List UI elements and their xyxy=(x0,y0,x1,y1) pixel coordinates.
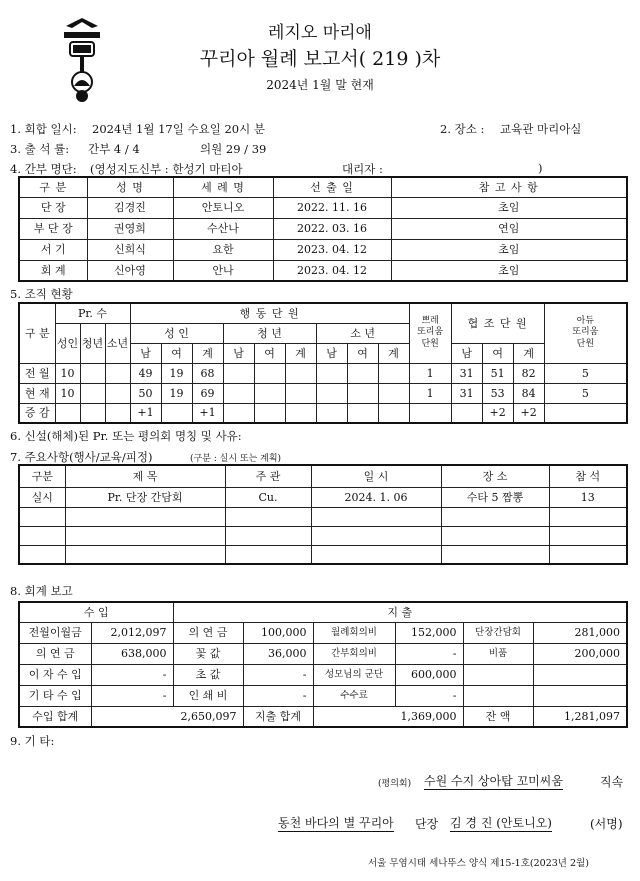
th: 계 xyxy=(192,343,223,363)
place-label: 2. 장소 : xyxy=(440,122,485,136)
cell: Cu. xyxy=(225,487,311,507)
cell: +1 xyxy=(130,403,161,423)
row-label: 전 월 xyxy=(19,363,55,383)
cell: 신아영 xyxy=(87,260,173,281)
item-cell: 기 타 수 입 xyxy=(19,685,91,706)
th: 구분 xyxy=(19,465,65,487)
balance-value: 1,281,097 xyxy=(533,706,627,727)
cell: 31 xyxy=(451,383,482,403)
amount-cell xyxy=(533,685,627,706)
cell: 68 xyxy=(192,363,223,383)
amount-cell: 36,000 xyxy=(243,643,313,664)
item-cell: 월례회의비 xyxy=(313,622,395,643)
th: 성 인 xyxy=(130,323,223,343)
cell: Pr. 단장 간담회 xyxy=(65,487,225,507)
cell xyxy=(347,383,378,403)
cell: 서 기 xyxy=(19,239,87,260)
th: 남 xyxy=(316,343,347,363)
table-row xyxy=(19,685,627,706)
cell xyxy=(80,403,105,423)
cell: 53 xyxy=(482,383,513,403)
th: 남 xyxy=(130,343,161,363)
council-name: 수원 수지 상아탑 꼬미씨움 xyxy=(424,774,563,788)
item-cell: 초 값 xyxy=(173,664,243,685)
cell: 연임 xyxy=(391,218,627,239)
cell: 초임 xyxy=(391,260,627,281)
cell xyxy=(80,383,105,403)
events-table xyxy=(18,464,628,565)
cell xyxy=(105,383,130,403)
org-name: 레지오 마리애 xyxy=(268,23,372,43)
cell xyxy=(316,403,347,423)
th: 일 시 xyxy=(311,465,441,487)
th: 주 관 xyxy=(225,465,311,487)
th: 장 소 xyxy=(441,465,549,487)
table-row xyxy=(19,383,627,403)
th: 세 례 명 xyxy=(173,177,273,197)
cell: 2022. 11. 16 xyxy=(273,197,391,218)
th: 행 동 단 원 xyxy=(130,303,409,323)
amount-cell: 281,000 xyxy=(533,622,627,643)
misc-label: 9. 기 타: xyxy=(10,734,55,748)
amount-cell: - xyxy=(243,685,313,706)
th: Pr. 수 xyxy=(55,303,130,323)
cell: 2024. 1. 06 xyxy=(311,487,441,507)
report-date: 2024년 1월 말 현재 xyxy=(266,78,374,92)
th: 계 xyxy=(285,343,316,363)
table-row xyxy=(19,363,627,383)
item-cell xyxy=(463,664,533,685)
th: 참 고 사 항 xyxy=(391,177,627,197)
th: 아듀 또리움 단원 xyxy=(544,303,627,363)
amount-cell: - xyxy=(91,664,173,685)
cell: 1 xyxy=(409,363,451,383)
cell: +2 xyxy=(513,403,544,423)
cell: 2023. 04. 12 xyxy=(273,239,391,260)
th: 구 분 xyxy=(19,177,87,197)
cell: 13 xyxy=(549,487,627,507)
th: 여 xyxy=(254,343,285,363)
form-number: 서울 무염시태 세나뚜스 양식 제15-1호(2023년 2월) xyxy=(368,858,589,869)
cell xyxy=(223,403,254,423)
th: 구 분 xyxy=(19,303,55,363)
cell: 51 xyxy=(482,363,513,383)
officers-table xyxy=(18,176,628,282)
cell xyxy=(347,403,378,423)
item-cell: 수수료 xyxy=(313,685,395,706)
cell: 31 xyxy=(451,363,482,383)
leader-name: 김 경 진 (안토니오) xyxy=(450,816,552,830)
amount-cell: - xyxy=(395,643,463,664)
cell xyxy=(223,383,254,403)
org-status-label: 5. 조직 현황 xyxy=(10,287,73,301)
attendance-members: 의원 29 / 39 xyxy=(200,142,267,156)
th: 소년 xyxy=(105,323,130,363)
spiritual-director: (영성지도신부 : 한성기 마티아 xyxy=(90,162,243,176)
cell: 10 xyxy=(55,383,80,403)
amount-cell: 600,000 xyxy=(395,664,463,685)
amount-cell: 638,000 xyxy=(91,643,173,664)
cell xyxy=(55,403,80,423)
table-row xyxy=(19,643,627,664)
deputy-label: 대리자 : xyxy=(342,162,383,176)
council-suffix: 직속 xyxy=(600,775,624,789)
cell: 49 xyxy=(130,363,161,383)
cell xyxy=(161,403,192,423)
th: 청 년 xyxy=(223,323,316,343)
attendance-label: 3. 출 석 률: xyxy=(10,142,70,156)
th: 남 xyxy=(223,343,254,363)
cell: 19 xyxy=(161,383,192,403)
accounting-label: 8. 회계 보고 xyxy=(10,584,73,598)
amount-cell: - xyxy=(395,685,463,706)
cell: 단 장 xyxy=(19,197,87,218)
paren-close: ) xyxy=(538,161,543,175)
cell: 수타 5 짬뽕 xyxy=(441,487,549,507)
cell: 수산나 xyxy=(173,218,273,239)
cell xyxy=(285,363,316,383)
th: 남 xyxy=(451,343,482,363)
events-label: 7. 주요사항(행사/교육/피정) xyxy=(10,450,153,464)
expense-total-label: 지출 합계 xyxy=(243,706,313,727)
cell xyxy=(105,363,130,383)
cell xyxy=(409,403,451,423)
cell xyxy=(316,383,347,403)
cell: 10 xyxy=(55,363,80,383)
th: 여 xyxy=(161,343,192,363)
th: 협 조 단 원 xyxy=(451,303,544,343)
report-title: 꾸리아 월례 보고서( 219 )차 xyxy=(199,48,441,70)
cell: 김경진 xyxy=(87,197,173,218)
income-total-label: 수입 합계 xyxy=(19,706,91,727)
th: 참 석 xyxy=(549,465,627,487)
income-total: 2,650,097 xyxy=(91,706,243,727)
item-cell: 단장간담회 xyxy=(463,622,533,643)
item-cell: 이 자 수 입 xyxy=(19,664,91,685)
th: 계 xyxy=(513,343,544,363)
table-row xyxy=(19,664,627,685)
th: 쁘레 또리움 단원 xyxy=(409,303,451,363)
cell xyxy=(378,383,409,403)
role-label: 단장 xyxy=(415,817,439,831)
events-note: (구분 : 실시 또는 계획) xyxy=(190,454,282,464)
cell: 1 xyxy=(409,383,451,403)
th: 청년 xyxy=(80,323,105,363)
cell: 50 xyxy=(130,383,161,403)
place-value: 교육관 마리아실 xyxy=(500,122,582,136)
officers-label: 4. 간부 명단: xyxy=(10,162,77,176)
cell: 2023. 04. 12 xyxy=(273,260,391,281)
cell: 5 xyxy=(544,383,627,403)
council-prefix: (평의회) xyxy=(378,779,412,789)
cell xyxy=(223,363,254,383)
item-cell: 의 연 금 xyxy=(19,643,91,664)
th: 여 xyxy=(347,343,378,363)
amount-cell: 152,000 xyxy=(395,622,463,643)
cell: 안나 xyxy=(173,260,273,281)
signature-label: (서명) xyxy=(590,817,623,831)
cell xyxy=(254,363,285,383)
table-row xyxy=(19,403,627,423)
cell: 2022. 03. 16 xyxy=(273,218,391,239)
item-cell: 의 연 금 xyxy=(173,622,243,643)
cell xyxy=(285,383,316,403)
cell: 5 xyxy=(544,363,627,383)
amount-cell xyxy=(533,664,627,685)
expense-total: 1,369,000 xyxy=(313,706,463,727)
th: 여 xyxy=(482,343,513,363)
cell: 69 xyxy=(192,383,223,403)
cell: 신희식 xyxy=(87,239,173,260)
th: 제 목 xyxy=(65,465,225,487)
th: 소 년 xyxy=(316,323,409,343)
cell xyxy=(285,403,316,423)
item-cell: 비품 xyxy=(463,643,533,664)
cell: 19 xyxy=(161,363,192,383)
cell: 초임 xyxy=(391,239,627,260)
cell: 실시 xyxy=(19,487,65,507)
table-row xyxy=(19,622,627,643)
cell xyxy=(80,363,105,383)
cell xyxy=(544,403,627,423)
curia-name: 동천 바다의 별 꾸리아 xyxy=(278,816,394,830)
cell: 권영희 xyxy=(87,218,173,239)
cell xyxy=(254,383,285,403)
cell xyxy=(378,403,409,423)
cell: +1 xyxy=(192,403,223,423)
cell: 부 단 장 xyxy=(19,218,87,239)
item-cell: 꽃 값 xyxy=(173,643,243,664)
th: 계 xyxy=(378,343,409,363)
cell xyxy=(316,363,347,383)
cell: 82 xyxy=(513,363,544,383)
meeting-label: 1. 회합 일시: xyxy=(10,122,77,136)
cell xyxy=(378,363,409,383)
th: 성 명 xyxy=(87,177,173,197)
org-status-table xyxy=(18,302,628,424)
balance-label: 잔 액 xyxy=(463,706,533,727)
amount-cell: - xyxy=(91,685,173,706)
item-cell: 성모님의 군단 xyxy=(313,664,395,685)
amount-cell: - xyxy=(243,664,313,685)
item-cell: 간부회의비 xyxy=(313,643,395,664)
cell: +2 xyxy=(482,403,513,423)
cell xyxy=(105,403,130,423)
meeting-date: 2024년 1월 17일 수요일 20시 분 xyxy=(92,122,265,136)
th: 선 출 일 xyxy=(273,177,391,197)
cell: 회 계 xyxy=(19,260,87,281)
cell: 안토니오 xyxy=(173,197,273,218)
cell: 초임 xyxy=(391,197,627,218)
item-cell: 인 쇄 비 xyxy=(173,685,243,706)
expense-header: 지 출 xyxy=(173,602,627,622)
amount-cell: 100,000 xyxy=(243,622,313,643)
item-cell xyxy=(463,685,533,706)
cell xyxy=(347,363,378,383)
amount-cell: 2,012,097 xyxy=(91,622,173,643)
row-label: 증 감 xyxy=(19,403,55,423)
accounting-table xyxy=(18,601,628,728)
new-pr-label: 6. 신설(해체)된 Pr. 또는 평의회 명칭 및 사유: xyxy=(10,429,242,443)
cell xyxy=(254,403,285,423)
income-header: 수 입 xyxy=(19,602,173,622)
cell: 84 xyxy=(513,383,544,403)
cell: 요한 xyxy=(173,239,273,260)
row-label: 현 재 xyxy=(19,383,55,403)
attendance-officers: 간부 4 / 4 xyxy=(88,142,140,156)
th: 성인 xyxy=(55,323,80,363)
amount-cell: 200,000 xyxy=(533,643,627,664)
item-cell: 전월이월금 xyxy=(19,622,91,643)
cell xyxy=(451,403,482,423)
